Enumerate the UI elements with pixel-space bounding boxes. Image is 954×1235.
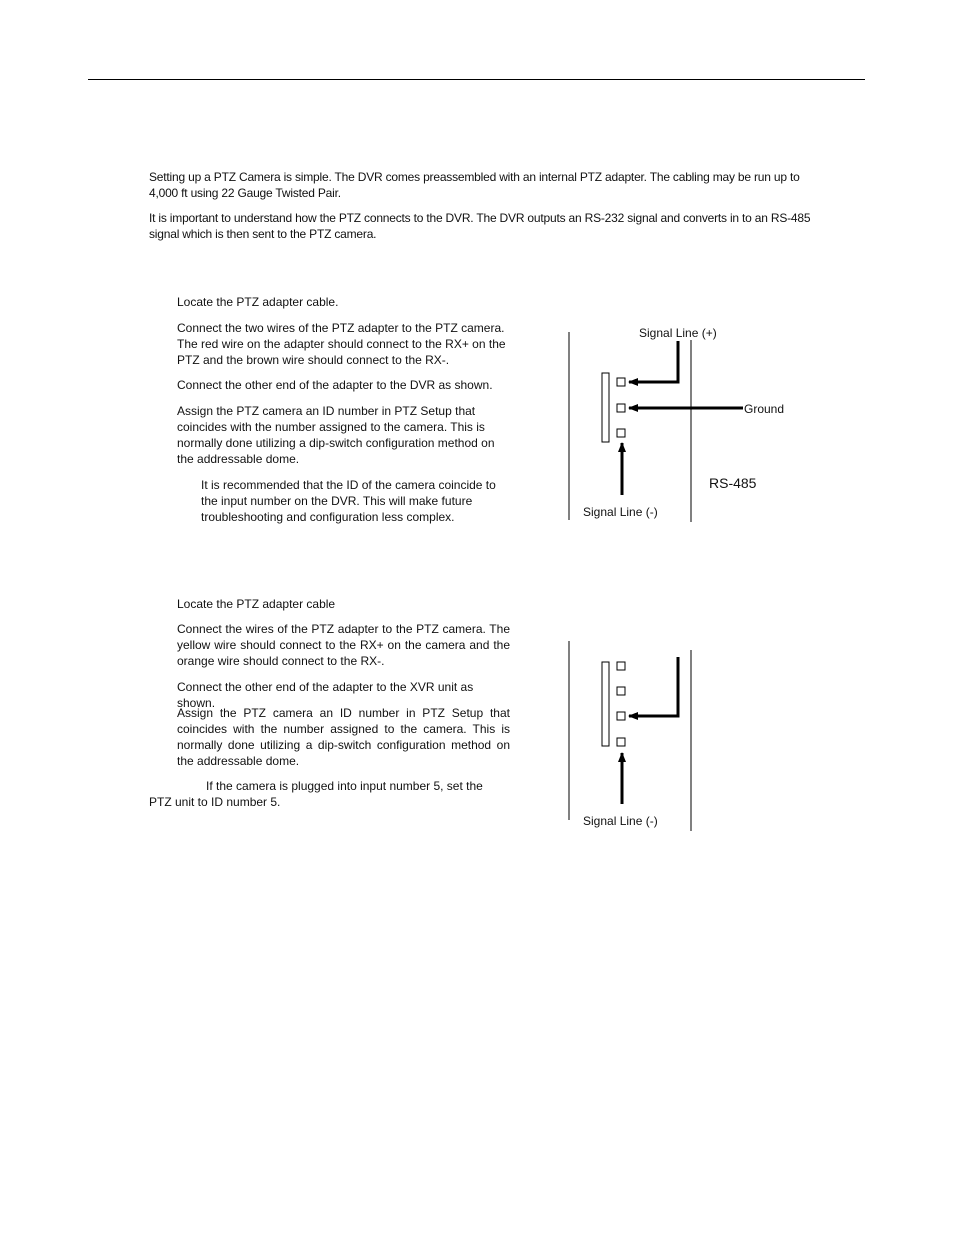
s2-note: If the camera is plugged into input number 5, set the PTZ unit to ID number 5. <box>149 779 483 809</box>
s2-step-1: Locate the PTZ adapter cable <box>177 597 336 611</box>
terminal-pin-2 <box>617 404 625 412</box>
terminal-pin-3 <box>617 712 625 720</box>
s1-note: It is recommended that the ID of the camera coincide to the input number on the DVR. This will make future troubleshooting and configuration less complex. <box>201 478 496 524</box>
signal-plus-label: Signal Line (+) <box>639 326 717 340</box>
signal-plus-arrow <box>629 657 678 716</box>
terminal-block <box>602 662 609 746</box>
intro-paragraph-2: It is important to understand how the PTZ connects to the DVR. The DVR outputs an RS-232 signal and converts in to an RS-485 signal which is then sent to the PTZ camera. <box>149 211 811 241</box>
s2-step-3: Connect the other end of the adapter to the XVR unit as shown. <box>177 680 474 710</box>
signal-minus-label: Signal Line (-) <box>583 814 658 828</box>
s2-step-4: Assign the PTZ camera an ID number in PTZ Setup that coincides with the number assigned to the camera. This is normally done utilizing a dip-switch configuration method on the addressable dome. <box>177 706 510 768</box>
signal-plus-arrow <box>629 341 678 382</box>
s1-step-1: Locate the PTZ adapter cable. <box>177 295 339 309</box>
terminal-pin-2 <box>617 687 625 695</box>
s1-step-4: Assign the PTZ camera an ID number in PTZ Setup that coincides with the number assigned to the camera. This is normally done utilizing a dip-switch configuration method on the addressable dome. <box>177 404 495 466</box>
terminal-pin-1 <box>617 378 625 386</box>
terminal-block <box>602 373 609 442</box>
header-rule <box>88 79 865 80</box>
terminal-pin-3 <box>617 429 625 437</box>
terminal-pin-1 <box>617 662 625 670</box>
rs485-label: RS-485 <box>709 475 757 491</box>
s2-step-2: Connect the wires of the PTZ adapter to the PTZ camera. The yellow wire should connect to the RX+ on the camera and the orange wire should connect to the RX-. <box>177 622 510 668</box>
signal-minus-label: Signal Line (-) <box>583 505 658 519</box>
s1-step-2: Connect the two wires of the PTZ adapter to the PTZ camera. The red wire on the adapter should connect to the RX+ on the PTZ and the brown wire should connect to the RX-. <box>177 321 506 367</box>
rs485-wiring-diagram-2 <box>560 630 800 840</box>
ground-label: Ground <box>744 402 785 416</box>
intro-paragraph-1: Setting up a PTZ Camera is simple. The DVR comes preassembled with an internal PTZ adapter. The cabling may be run up to 4,000 ft using 22 Gauge Twisted Pair. <box>149 170 800 200</box>
s1-step-3: Connect the other end of the adapter to the DVR as shown. <box>177 378 493 392</box>
terminal-pin-4 <box>617 738 625 746</box>
rs485-wiring-diagram-1 <box>560 320 800 530</box>
